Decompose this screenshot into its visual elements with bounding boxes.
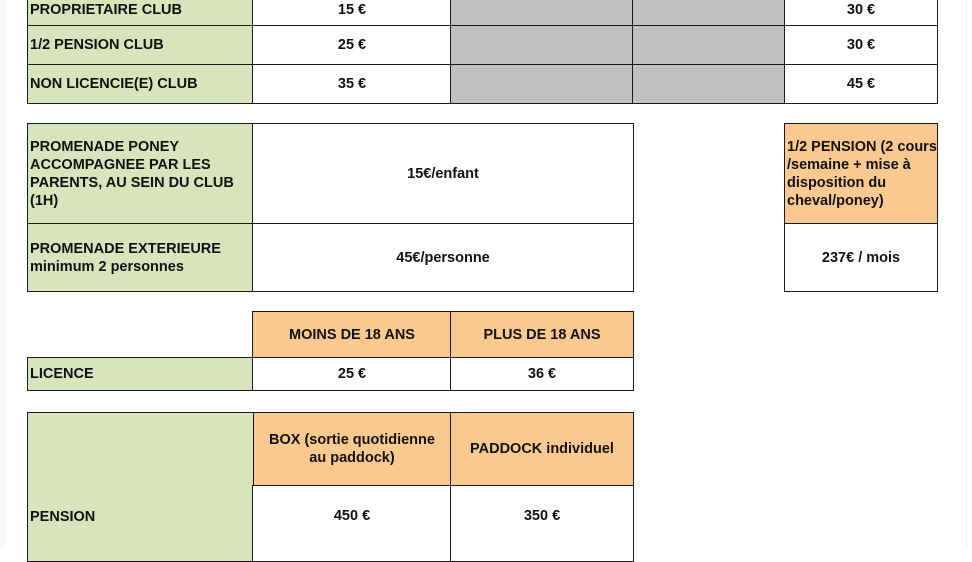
header-cell: BOX (sortie quotidienne au paddock) (252, 412, 452, 486)
price-cell: 45€/personne (252, 223, 634, 292)
price-cell: 450 € (252, 485, 452, 562)
disabled-cell (632, 0, 786, 26)
page-margin (0, 0, 6, 547)
price-cell: 15 € (252, 0, 452, 26)
row-label: PENSION (27, 412, 254, 562)
row-label: 1/2 PENSION CLUB (27, 25, 254, 65)
label-subtext: minimum 2 personnes (30, 258, 184, 275)
price-cell: 25 € (252, 25, 452, 65)
disabled-cell (450, 0, 634, 26)
price-cell: 237€ / mois (784, 223, 938, 292)
disabled-cell (450, 25, 634, 65)
price-cell: 45 € (784, 64, 938, 104)
price-cell: 15€/enfant (252, 123, 634, 224)
row-label: LICENCE (27, 357, 254, 391)
price-cell: 30 € (784, 0, 938, 26)
page-edge (966, 0, 967, 547)
header-cell: 1/2 PENSION (2 cours /semaine + mise à disposition du cheval/poney) (784, 123, 938, 224)
row-label (27, 223, 254, 292)
price-cell: 350 € (450, 485, 634, 562)
disabled-cell (632, 64, 786, 104)
row-label: PROMENADE PONEY ACCOMPAGNEE PAR LES PARENTS, AU SEIN DU CLUB (1H) (27, 123, 254, 224)
price-cell: 30 € (784, 25, 938, 65)
price-cell: 25 € (252, 357, 452, 391)
row-label: NON LICENCIE(E) CLUB (27, 64, 254, 104)
disabled-cell (450, 64, 634, 104)
header-cell: PLUS DE 18 ANS (450, 311, 634, 358)
price-cell: 35 € (252, 64, 452, 104)
header-cell: PADDOCK individuel (450, 412, 634, 486)
label-line: PROMENADE EXTERIEURE (30, 240, 221, 257)
disabled-cell (632, 25, 786, 65)
price-cell: 36 € (450, 357, 634, 391)
row-label: PROPRIETAIRE CLUB (27, 0, 254, 26)
header-cell: MOINS DE 18 ANS (252, 311, 452, 358)
